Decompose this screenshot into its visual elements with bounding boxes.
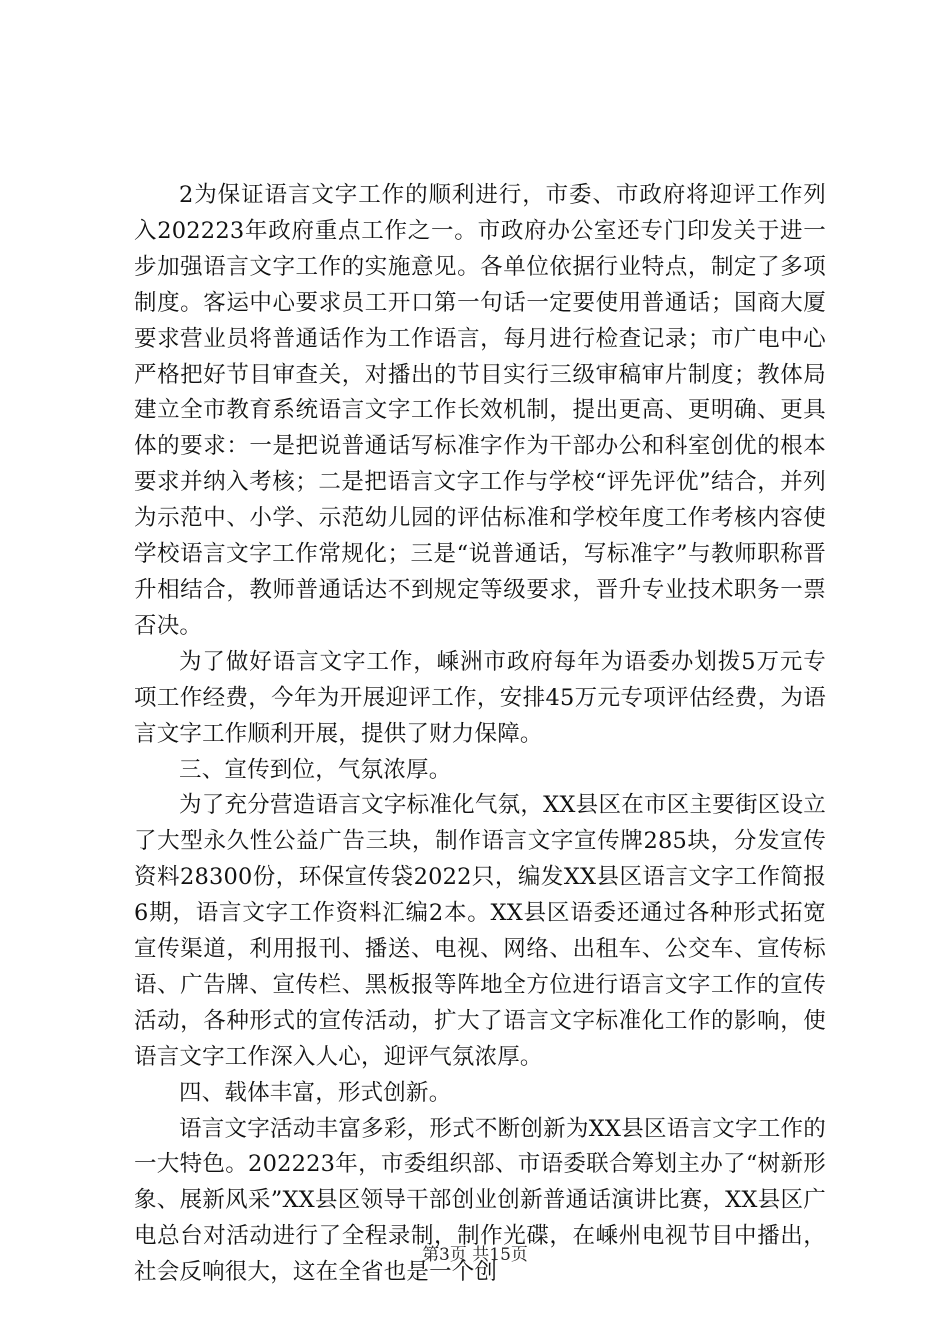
paragraph-funding: 为了做好语言文字工作，嵊洲市政府每年为语委办划拨5万元专项工作经费，今年为开展迎评工作，安排45万元专项评估经费，为语言文字工作顺利开展，提供了财力保障。 — [134, 648, 826, 747]
body-text — [134, 178, 826, 1291]
section-heading-publicity: 三、宣传到位，气氛浓厚。 — [179, 756, 452, 783]
paragraph-regulations: 2为保证语言文字工作的顺利进行，市委、市政府将迎评工作列入202223年政府重点工作之一。市政府办公室还专门印发关于进一步加强语言文字工作的实施意见。各单位依据行业特点，制定了多项制度。客运中心要求员工开口第一句话一定要使用普通话；国商大厦要求营业员将普通话作为工作语言，每月进行检查记录；市广电中心严格把好节目审查关，对播出的节目实行三级审稿审片制度；教体局建立全市教育系统语言文字工作长效机制，提出更高、更明确、更具体的要求：一是把说普通话写标准字作为干部办公和科室创优的根本要求并纳入考核；二是把语言文字工作与学校“评先评优”结合，并列为示范中、小学、示范幼儿园的评估标准和学校年度工作考核内容使学校语言文字工作常规化；三是“说普通话，写标准字”与教师职称晋升相结合，教师普通话达不到规定等级要求，晋升专业技术职务一票否决。 — [134, 182, 826, 639]
page-footer: 第3页 共15页 — [422, 1245, 528, 1265]
paragraph-publicity: 为了充分营造语言文字标准化气氛，XX县区在市区主要街区设立了大型永久性公益广告三块，制作语言文字宣传牌285块，分发宣传资料28300份，环保宣传袋2022只，编发XX县区语言文字工作简报6期，语言文字工作资料汇编2本。XX县区语委还通过各种形式拓宽宣传渠道，利用报刊、播送、电视、网络、出租车、公交车、宣传标语、广告牌、宣传栏、黑板报等阵地全方位进行语言文字工作的宣传活动，各种形式的宣传活动，扩大了语言文字标准化工作的影响，使语言文字工作深入人心，迎评气氛浓厚。 — [134, 792, 826, 1070]
section-heading-innovation: 四、载体丰富，形式创新。 — [179, 1079, 452, 1106]
paragraph-activities: 语言文字活动丰富多彩，形式不断创新为XX县区语言文字工作的一大特色。202223年，市委组织部、市语委联合筹划主办了“树新形象、展新风采”XX县区领导干部创业创新普通话演讲比赛，XX县区广电总台对活动进行了全程录制，制作光碟，在嵊州电视节目中播出，社会反响很大，这在全省也是一个创 — [134, 1115, 826, 1286]
